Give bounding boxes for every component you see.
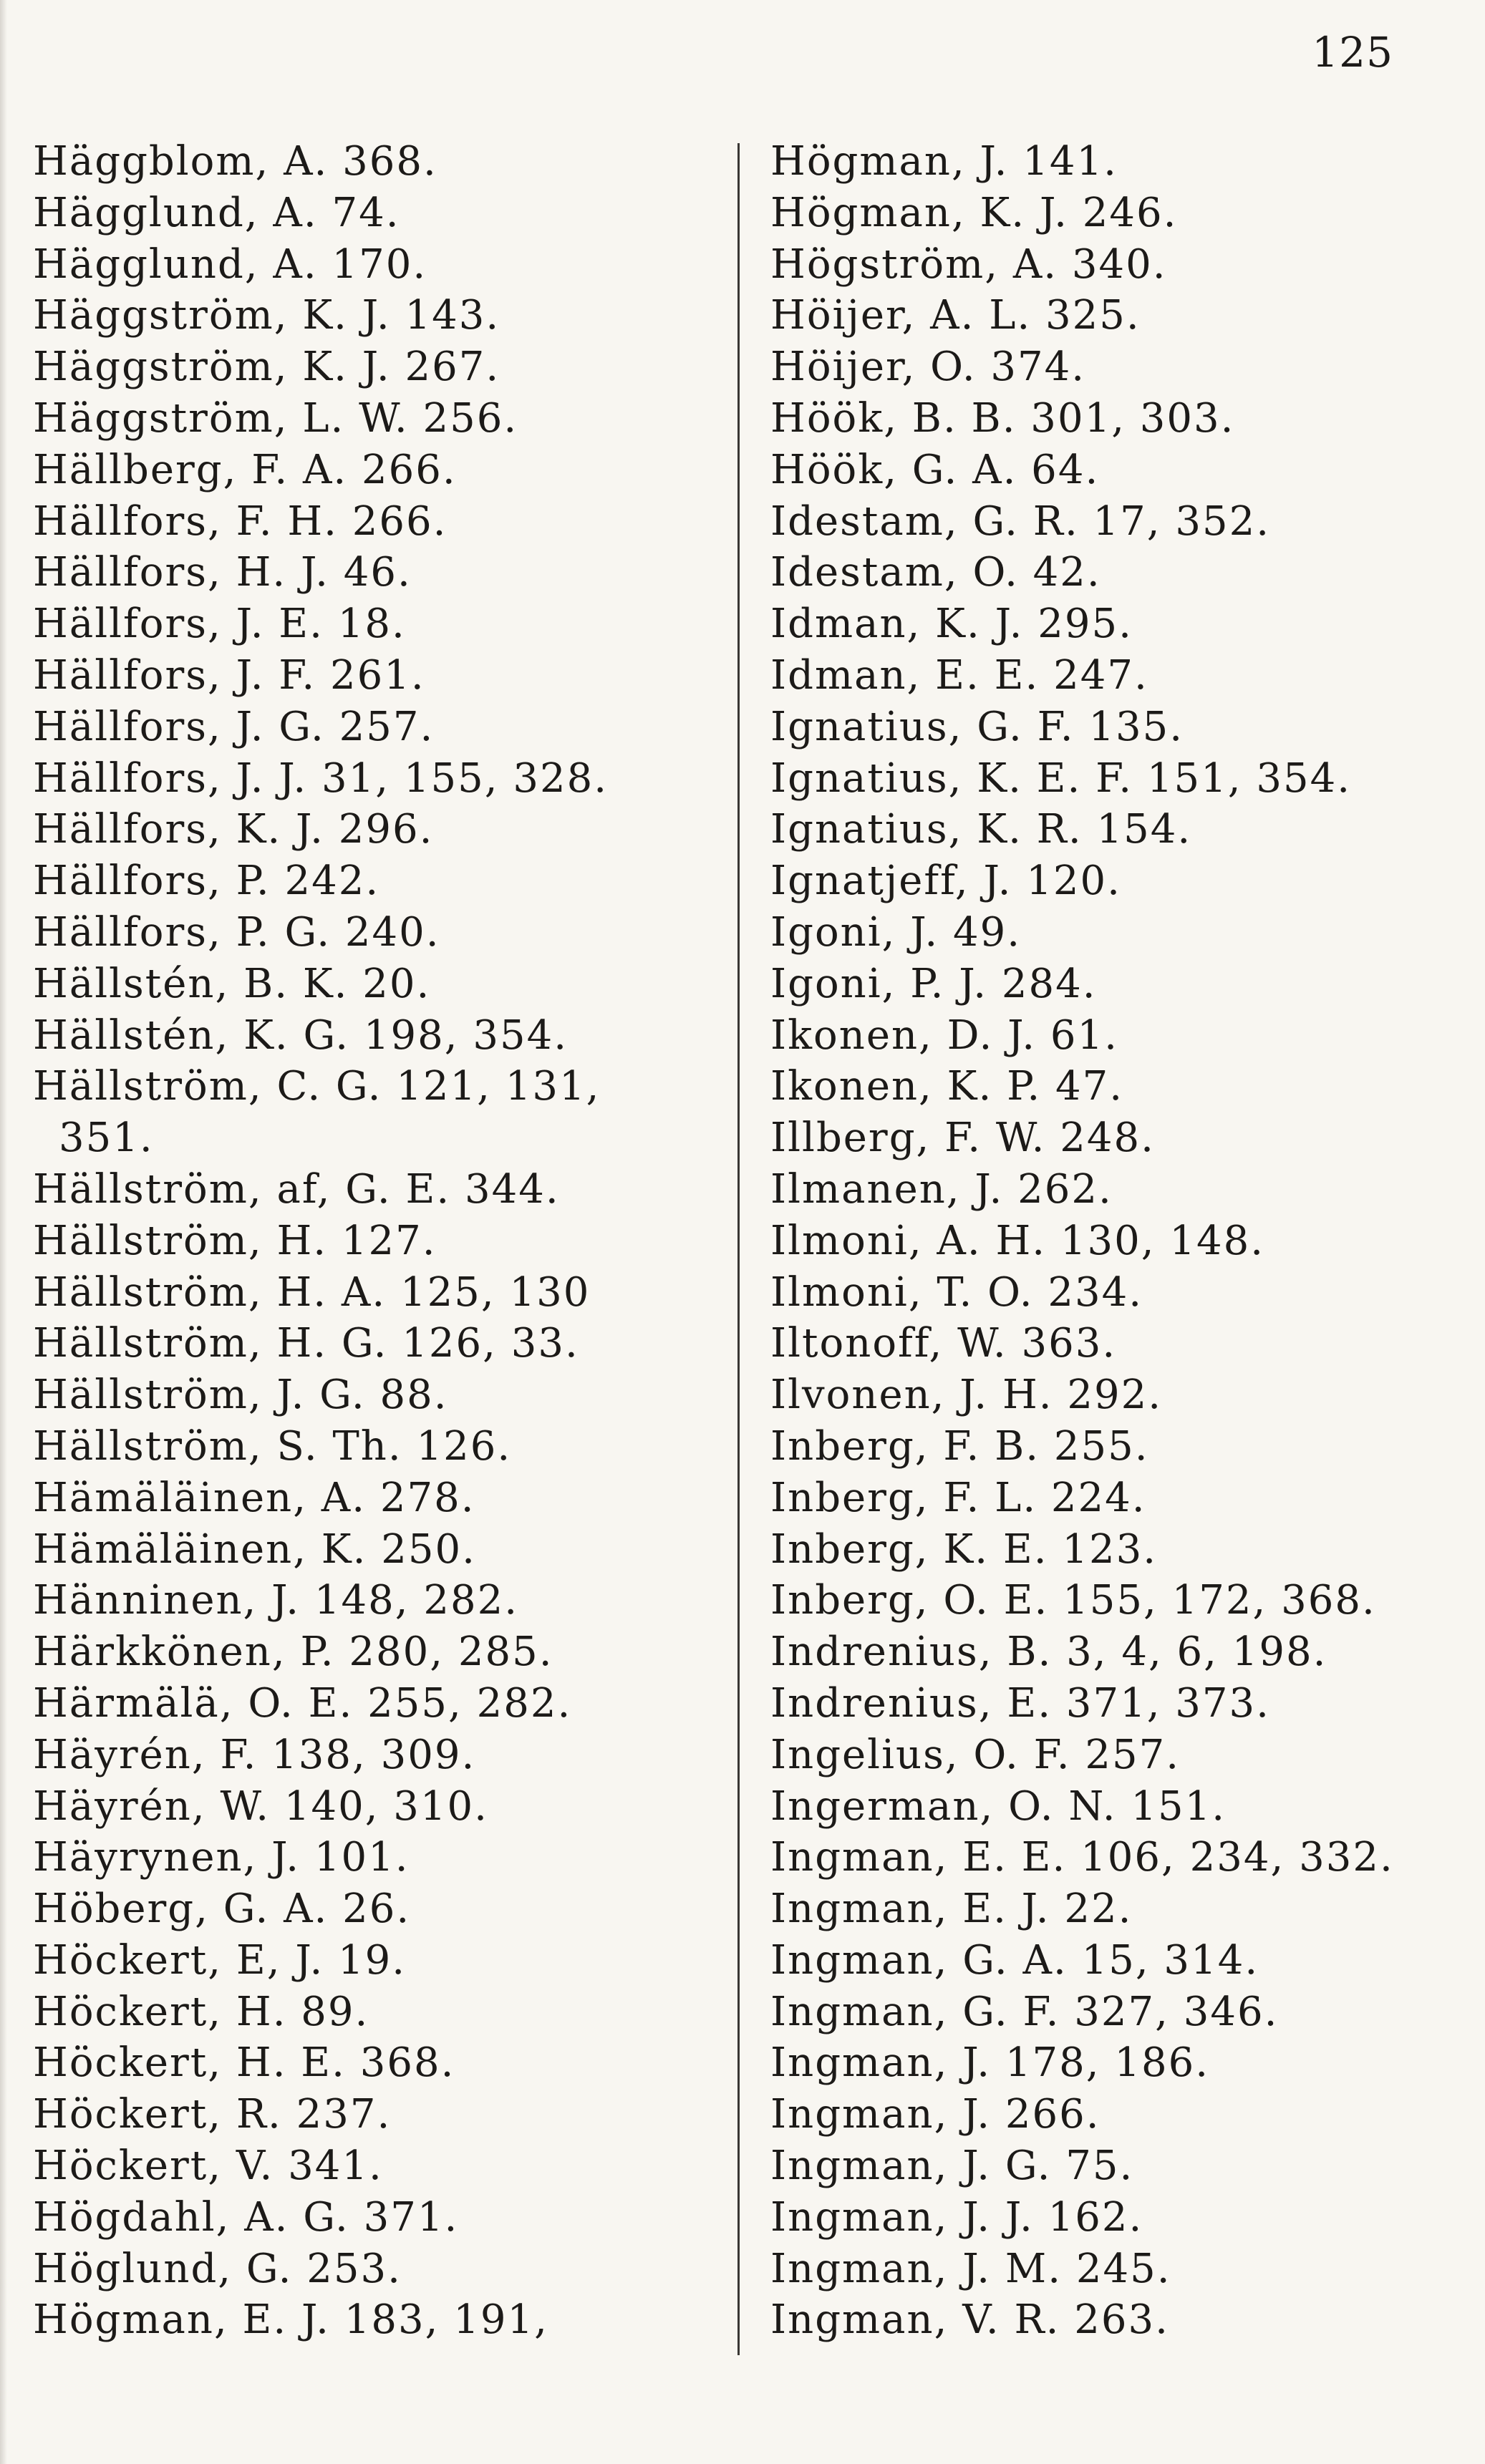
index-entry: Häyrén, F. 138, 309. xyxy=(33,1731,476,1778)
index-entry: Högman, E. J. 183, 191, xyxy=(33,2296,548,2344)
index-entry: Höök, G. A. 64. xyxy=(770,446,1100,493)
index-entry: Häyrén, W. 140, 310. xyxy=(33,1782,488,1830)
index-entry: Hägglund, A. 74. xyxy=(33,189,400,236)
index-entry: Indrenius, B. 3, 4, 6, 198. xyxy=(770,1629,1327,1676)
index-entry: Höckert, H. E. 368. xyxy=(33,2039,455,2087)
index-entry: Ignatjeff, J. 120. xyxy=(770,858,1121,905)
index-entry: Igoni, P. J. 284. xyxy=(770,960,1097,1007)
index-entry: Högström, A. 340. xyxy=(770,241,1167,288)
page-edge-shadow xyxy=(0,0,7,2464)
index-entry: Iltonoff, W. 363. xyxy=(770,1320,1117,1367)
index-entry: Höijer, O. 374. xyxy=(770,344,1086,391)
index-entry: Hämäläinen, A. 278. xyxy=(33,1474,475,1521)
index-entry: Hällström, H. G. 126, 33. xyxy=(33,1320,579,1367)
index-entry: Illberg, F. W. 248. xyxy=(770,1115,1155,1162)
index-entry: Hällfors, J. J. 31, 155, 328. xyxy=(33,755,609,802)
index-entry: Hällberg, F. A. 266. xyxy=(33,446,457,493)
index-entry: Ikonen, D. J. 61. xyxy=(770,1012,1118,1059)
index-entry: Hällström, af, G. E. 344. xyxy=(33,1165,560,1213)
index-entry: Hällström, H. 127. xyxy=(33,1217,437,1264)
index-column-left xyxy=(33,136,713,2346)
index-entry: 351. xyxy=(59,1115,154,1162)
index-entry: Hällström, S. Th. 126. xyxy=(33,1422,512,1470)
index-entry: Inberg, F. L. 224. xyxy=(770,1474,1146,1521)
index-entry: Häyrynen, J. 101. xyxy=(33,1834,410,1881)
index-entry: Hällfors, J. G. 257. xyxy=(33,703,435,750)
index-entry: Ilmoni, T. O. 234. xyxy=(770,1269,1143,1316)
index-entry: Ignatius, G. F. 135. xyxy=(770,703,1184,750)
index-entry: Hällfors, H. J. 46. xyxy=(33,549,412,596)
index-entry: Höckert, E, J. 19. xyxy=(33,1936,407,1984)
index-entry: Ilmoni, A. H. 130, 148. xyxy=(770,1217,1265,1264)
index-entry: Hägglund, A. 170. xyxy=(33,241,427,288)
index-entry: Hällström, J. G. 88. xyxy=(33,1372,448,1419)
index-entry: Hällstén, B. K. 20. xyxy=(33,960,431,1007)
index-entry: Härkkönen, P. 280, 285. xyxy=(33,1629,553,1676)
index-entry: Höök, B. B. 301, 303. xyxy=(770,394,1235,442)
index-entry: Höijer, A. L. 325. xyxy=(770,292,1141,339)
index-entry: Indrenius, E. 371, 373. xyxy=(770,1679,1270,1727)
index-entry: Högdahl, A. G. 371. xyxy=(33,2193,459,2241)
index-entry: Ignatius, K. E. F. 151, 354. xyxy=(770,755,1352,802)
index-entry: Hänninen, J. 148, 282. xyxy=(33,1577,519,1624)
index-entry: Hällfors, K. J. 296. xyxy=(33,806,434,853)
index-entry: Ilmanen, J. 262. xyxy=(770,1165,1113,1213)
index-entry: Idestam, O. 42. xyxy=(770,549,1101,596)
index-entry: Hällfors, J. E. 18. xyxy=(33,601,406,648)
index-entry: Inberg, K. E. 123. xyxy=(770,1526,1157,1573)
index-entry: Hällfors, P. G. 240. xyxy=(33,908,440,956)
index-entry: Hällfors, P. 242. xyxy=(33,858,380,905)
index-entry: Hällström, H. A. 125, 130 xyxy=(33,1269,591,1316)
index-entry: Hällstén, K. G. 198, 354. xyxy=(33,1012,569,1059)
index-entry: Ingman, J. 266. xyxy=(770,2091,1101,2138)
index-entry: Högman, J. 141. xyxy=(770,138,1118,185)
index-column-right xyxy=(770,136,1458,2346)
index-entry: Ignatius, K. R. 154. xyxy=(770,806,1192,853)
index-entry: Höckert, H. 89. xyxy=(33,1988,369,2035)
index-entry: Idman, K. J. 295. xyxy=(770,601,1133,648)
index-entry: Ingman, G. F. 327, 346. xyxy=(770,1988,1279,2035)
index-entry: Ingelius, O. F. 257. xyxy=(770,1731,1181,1778)
index-entry: Häggström, K. J. 267. xyxy=(33,344,500,391)
index-entry: Hällfors, F. H. 266. xyxy=(33,498,448,545)
index-entry: Hällfors, J. F. 261. xyxy=(33,651,425,699)
index-entry: Höckert, R. 237. xyxy=(33,2091,392,2138)
index-entry: Höberg, G. A. 26. xyxy=(33,1886,411,1933)
index-entry: Inberg, F. B. 255. xyxy=(770,1422,1149,1470)
index-entry: Igoni, J. 49. xyxy=(770,908,1022,956)
index-entry: Hämäläinen, K. 250. xyxy=(33,1526,476,1573)
index-entry: Ingman, J. G. 75. xyxy=(770,2143,1134,2190)
index-entry: Inberg, O. E. 155, 172, 368. xyxy=(770,1577,1376,1624)
index-entry: Häggblom, A. 368. xyxy=(33,138,437,185)
index-entry: Häggström, L. W. 256. xyxy=(33,394,518,442)
index-entry: Ingerman, O. N. 151. xyxy=(770,1782,1227,1830)
column-divider xyxy=(737,143,740,2355)
index-entry: Höckert, V. 341. xyxy=(33,2143,383,2190)
index-entry: Ingman, J. 178, 186. xyxy=(770,2039,1210,2087)
index-entry: Hällström, C. G. 121, 131, xyxy=(33,1063,601,1110)
index-entry: Ingman, J. J. 162. xyxy=(770,2193,1143,2241)
index-entry: Häggström, K. J. 143. xyxy=(33,292,500,339)
index-entry: Idman, E. E. 247. xyxy=(770,651,1148,699)
index-entry: Ilvonen, J. H. 292. xyxy=(770,1372,1163,1419)
page-number: 125 xyxy=(1312,28,1393,77)
index-entry: Ingman, G. A. 15, 314. xyxy=(770,1936,1259,1984)
index-entry: Härmälä, O. E. 255, 282. xyxy=(33,1679,572,1727)
index-entry: Ingman, E. J. 22. xyxy=(770,1886,1133,1933)
index-entry: Ingman, E. E. 106, 234, 332. xyxy=(770,1834,1394,1881)
index-entry: Idestam, G. R. 17, 352. xyxy=(770,498,1271,545)
index-entry: Ingman, V. R. 263. xyxy=(770,2296,1169,2344)
index-entry: Höglund, G. 253. xyxy=(33,2245,402,2292)
index-entry: Högman, K. J. 246. xyxy=(770,189,1178,236)
index-entry: Ingman, J. M. 245. xyxy=(770,2245,1171,2292)
index-entry: Ikonen, K. P. 47. xyxy=(770,1063,1124,1110)
